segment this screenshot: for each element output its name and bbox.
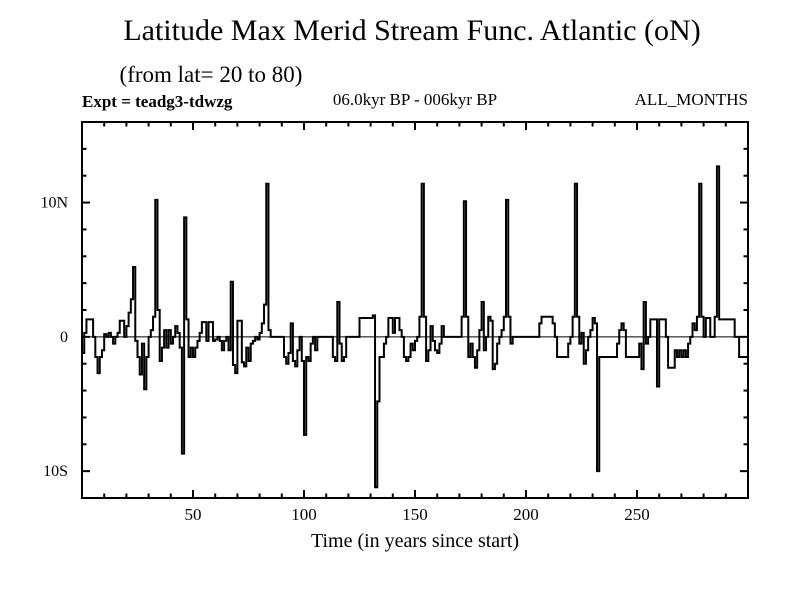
x-tick-label: 50 (184, 505, 202, 524)
y-tick-label: 0 (60, 328, 68, 346)
time-period-label: 06.0kyr BP - 006kyr BP (332, 90, 498, 109)
x-tick-label: 250 (624, 505, 650, 524)
chart-subtitle: (from lat= 20 to 80) (119, 62, 303, 87)
months-label: ALL_MONTHS (634, 90, 748, 109)
x-tick-label: 200 (513, 505, 539, 524)
x-axis-title: Time (in years since start) (310, 530, 520, 552)
experiment-label: Expt = teadg3-tdwzg (82, 92, 233, 111)
y-tick-label: 10S (43, 463, 68, 481)
x-tick-label: 100 (291, 505, 317, 524)
x-tick-label: 150 (402, 505, 428, 524)
data-line (82, 166, 748, 487)
y-tick-label: 10N (40, 194, 68, 212)
chart-title: Latitude Max Merid Stream Func. Atlantic (oN) (123, 14, 701, 47)
